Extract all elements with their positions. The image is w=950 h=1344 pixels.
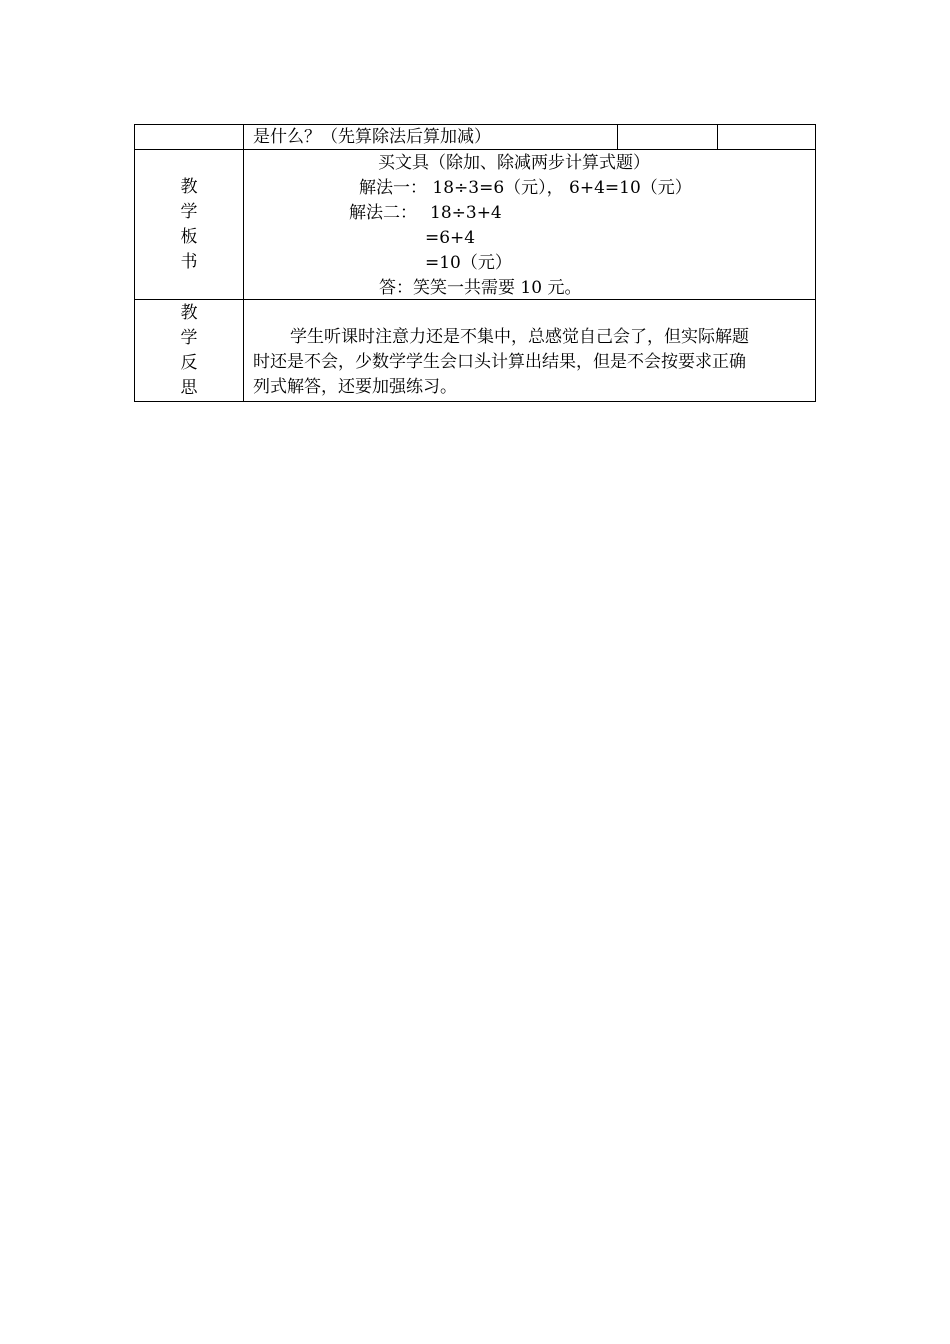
table-row-previous: [135, 125, 816, 150]
board-label-char: 教: [180, 177, 198, 197]
reflection-line-2: 时还是不会，少数学学生会口头计算出结果，但是不会按要求正确: [253, 352, 746, 372]
reflection-line-3: 列式解答，还要加强练习。: [253, 377, 457, 397]
board-answer: 答：笑笑一共需要 10 元。: [379, 278, 582, 298]
reflection-line-1: 学生听课时注意力还是不集中，总感觉自己会了，但实际解题: [290, 327, 749, 347]
board-label-char: 板: [180, 227, 198, 247]
board-label-char: 学: [180, 202, 198, 222]
board-label-cell: [135, 150, 244, 300]
board-method1: 解法一： 18÷3=6（元）， 6+4=10（元）: [359, 178, 692, 198]
reflection-label-char: 教: [180, 303, 198, 323]
reflection-label-char: 思: [180, 378, 198, 398]
previous-content-cell: [244, 125, 618, 150]
table-row-board: [135, 150, 816, 300]
board-method2-step3: =10（元）: [425, 253, 512, 273]
empty-cell-4: [718, 125, 816, 150]
table-row-reflection: [135, 300, 816, 402]
previous-content-text: 是什么？（先算除法后算加减）: [253, 127, 491, 147]
empty-label-cell: [135, 125, 244, 150]
board-method2-step2: =6+4: [425, 228, 476, 248]
board-method2-label: 解法二：: [349, 203, 417, 223]
reflection-label-char: 反: [180, 353, 198, 373]
board-title: 买文具（除加、除减两步计算式题）: [378, 153, 650, 173]
reflection-content-cell: [244, 300, 816, 402]
lesson-plan-table: [134, 124, 816, 402]
reflection-label-char: 学: [180, 328, 198, 348]
board-method2-step1: 18÷3+4: [430, 203, 502, 223]
empty-cell-3: [618, 125, 718, 150]
board-content-cell: [244, 150, 816, 300]
reflection-label-cell: [135, 300, 244, 402]
board-label-char: 书: [180, 252, 198, 272]
